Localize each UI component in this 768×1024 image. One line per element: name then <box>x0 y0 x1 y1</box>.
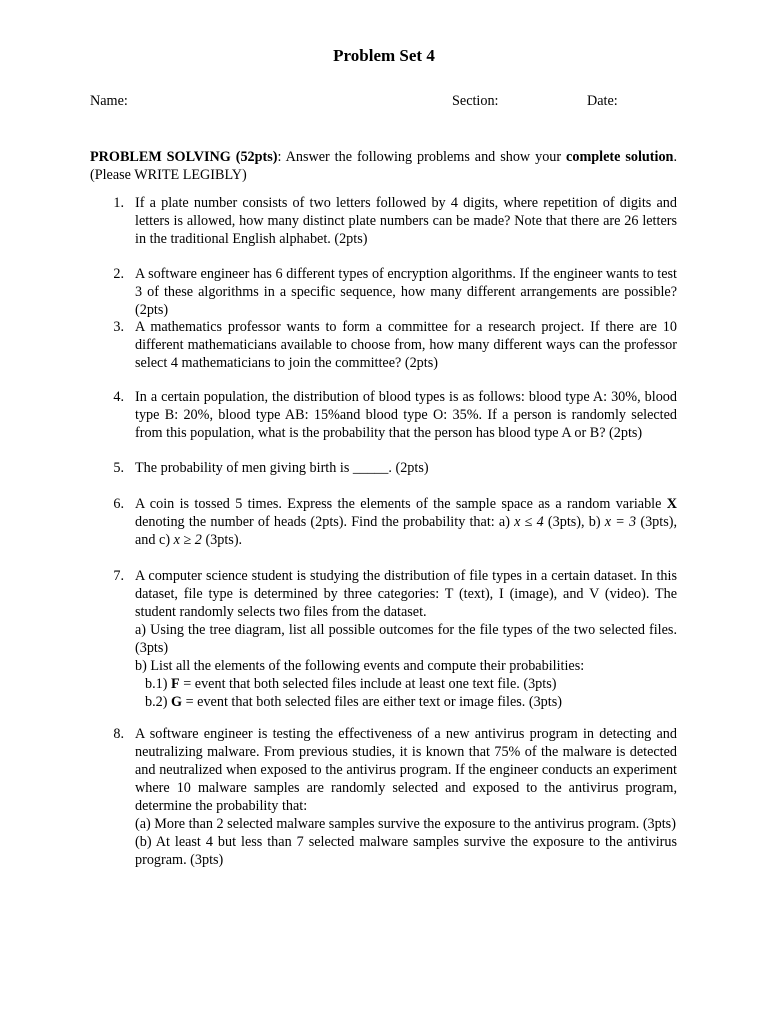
problem-text-part: denoting the number of heads (2pts). Find the probability that: a) <box>135 514 515 530</box>
problem-3 <box>90 318 677 372</box>
part-b1 <box>135 675 677 693</box>
problem-text <box>135 725 677 869</box>
condition-a: x ≤ 4 <box>514 514 544 530</box>
name-field-label: Name: <box>90 93 128 109</box>
problem-intro: A software engineer is testing the effectiveness of a new antivirus program in detecting and neutralizing malware. From previous studies, it is known that 75% of the malware is detected and neutralized when exposed to the antivirus program. If the engineer conducts an experiment where 10 malware samples are randomly selected and exposed to the antivirus program, determine the probability that: <box>135 726 677 814</box>
random-variable-label: X <box>666 496 677 512</box>
date-field-label: Date: <box>587 93 618 109</box>
problem-7 <box>90 567 677 711</box>
part-a: a) Using the tree diagram, list all possible outcomes for the file types of the two selected files. (3pts) <box>135 622 677 656</box>
instructions-emphasis: complete solution <box>566 149 674 165</box>
problem-number: 8. <box>113 726 124 742</box>
part-b: b) List all the elements of the following events and compute their probabilities: <box>135 658 585 674</box>
problem-text: If a plate number consists of two letters followed by 4 digits, where repetition of digits and letters is allowed, how many distinct plate numbers can be made? Note that there are 26 letters in the traditional English alphabet. (2pts) <box>135 195 677 247</box>
condition-b: x = 3 <box>604 514 637 530</box>
problem-5 <box>90 459 677 477</box>
problem-number: 1. <box>113 195 124 211</box>
instructions-text: : Answer the following problems and show your <box>277 149 567 165</box>
part-b2-text: = event that both selected files are either text or image files. (3pts) <box>182 694 562 710</box>
problem-text-part: (3pts), b) <box>543 514 605 530</box>
problem-8 <box>90 725 677 869</box>
problem-text-part: (3pts). <box>201 532 243 548</box>
problem-text <box>135 495 677 549</box>
problem-text <box>135 567 677 711</box>
problem-text: A software engineer has 6 different types of encryption algorithms. If the engineer wants to test 3 of these algorithms in a specific sequence, how many different arrangements are possible? (2pts) <box>135 266 677 318</box>
problem-number: 4. <box>113 389 124 405</box>
problem-text: A mathematics professor wants to form a committee for a research project. If there are 10 different mathematicians available to choose from, how many different ways can the professor select 4 mathematicians to join the committee? (2pts) <box>135 319 677 371</box>
problem-2 <box>90 265 677 319</box>
problem-number: 7. <box>113 568 124 584</box>
problem-text: In a certain population, the distribution of blood types is as follows: blood type A: 30%, blood type B: 20%, blood type AB: 15%and blood type O: 35%. If a person is randomly selected from this population, what is the probability that the person has blood type A or B? (2pts) <box>135 389 677 441</box>
problem-number: 3. <box>113 319 124 335</box>
instructions-text-end: . (Please WRITE LEGIBLY) <box>90 149 677 183</box>
problem-text-part: A coin is tossed 5 times. Express the elements of the sample space as a random variable <box>135 496 667 512</box>
part-b2-prefix: b.2) <box>145 694 172 710</box>
instructions-heading: PROBLEM SOLVING (52pts) <box>90 149 278 165</box>
problem-1 <box>90 194 677 248</box>
problem-text-part: (3pts), and c) <box>135 514 677 548</box>
part-a: (a) More than 2 selected malware samples survive the exposure to the antivirus program. (3pts) <box>135 816 676 832</box>
problem-number: 2. <box>113 266 124 282</box>
section-field-label: Section: <box>452 93 499 109</box>
problem-6 <box>90 495 677 549</box>
part-b1-text: = event that both selected files include at least one text file. (3pts) <box>179 676 557 692</box>
condition-c: x ≥ 2 <box>173 532 202 548</box>
page-title: Problem Set 4 <box>333 46 435 65</box>
event-g-label: G <box>171 694 183 710</box>
problem-4 <box>90 388 677 442</box>
part-b1-prefix: b.1) <box>145 676 172 692</box>
problem-intro: A computer science student is studying the distribution of file types in a certain dataset. In this dataset, file type is determined by three categories: T (text), I (image), and V (video). The student randomly selects two files from the dataset. <box>135 568 677 620</box>
problem-number: 6. <box>113 496 124 512</box>
problem-text: The probability of men giving birth is _____. (2pts) <box>135 460 429 476</box>
part-b2 <box>135 693 677 711</box>
problem-number: 5. <box>113 460 124 476</box>
part-b: (b) At least 4 but less than 7 selected malware samples survive the exposure to the antivirus program. (3pts) <box>135 834 677 868</box>
event-f-label: F <box>171 676 180 692</box>
instructions <box>90 148 677 184</box>
